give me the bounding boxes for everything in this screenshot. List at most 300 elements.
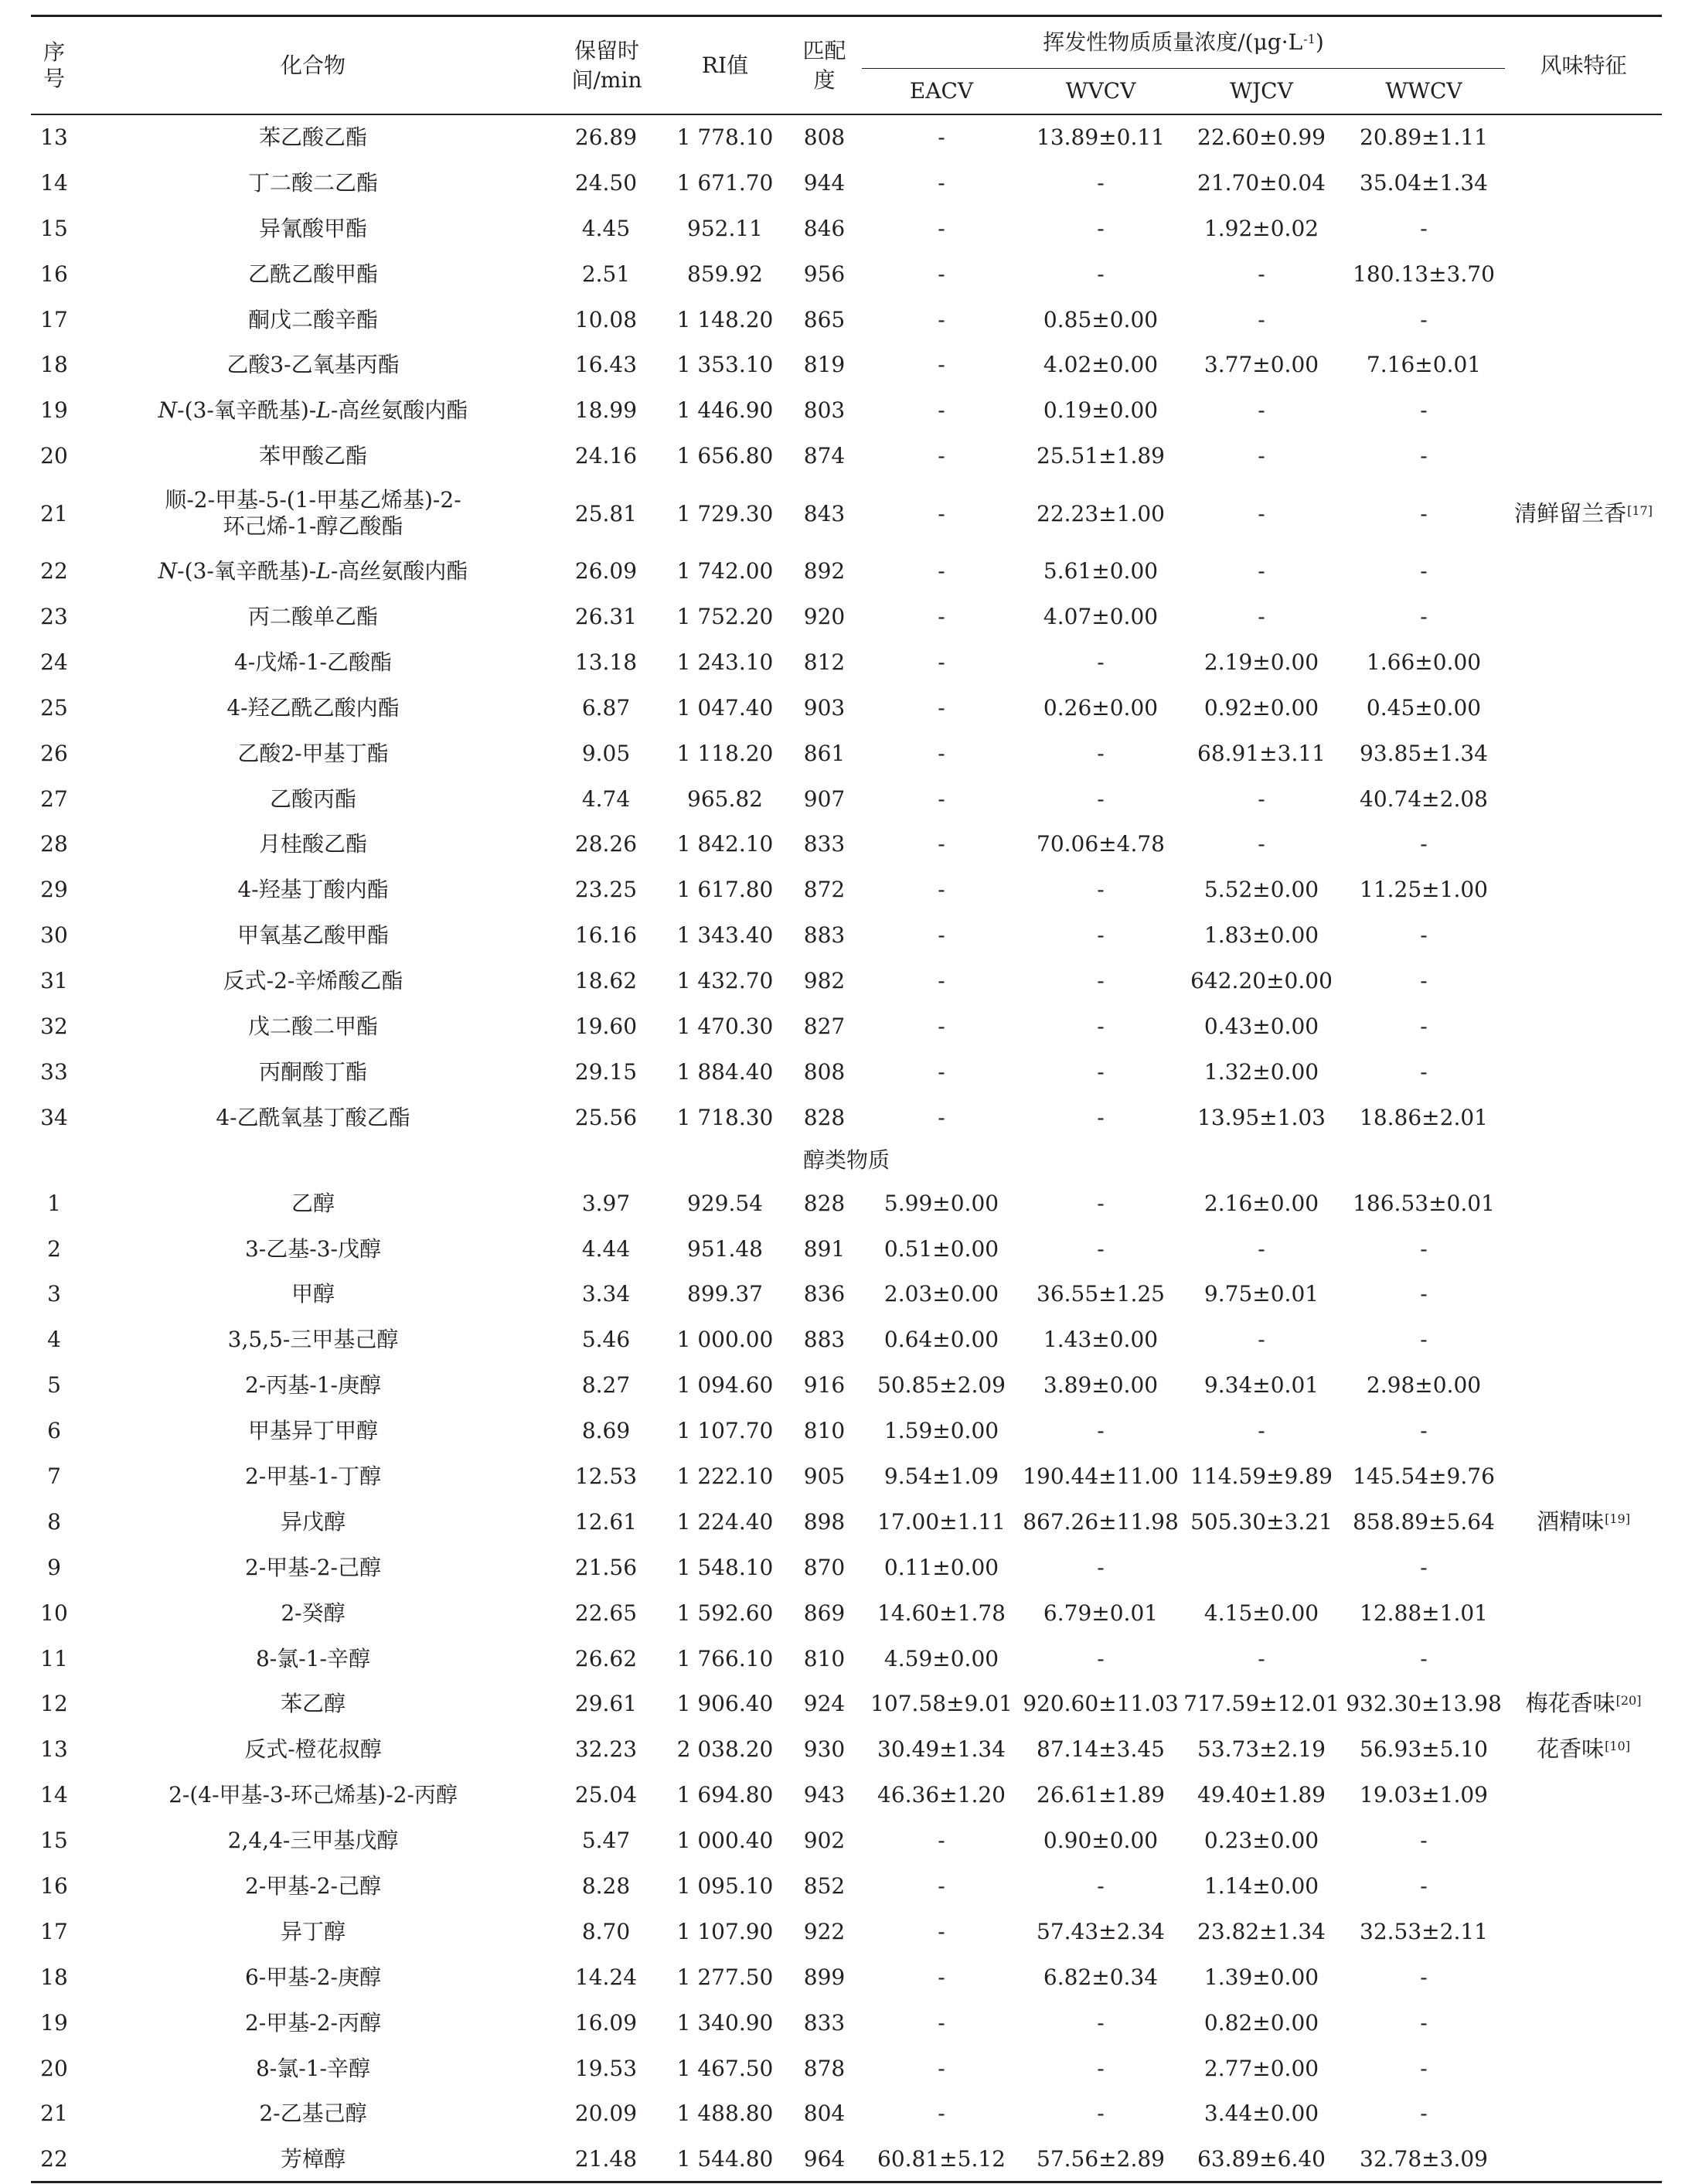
compound-name-text: 异氰酸甲酯 — [258, 215, 367, 241]
wvcv-value: - — [1097, 2055, 1105, 2081]
match-score: 964 — [803, 2145, 846, 2172]
wvcv-value: - — [1097, 169, 1105, 196]
wvcv-value: - — [1097, 1418, 1105, 1444]
match-score: 907 — [803, 785, 846, 812]
ri-value: 965.82 — [687, 785, 763, 812]
compound-name-text: 3-乙基-3-戊醇 — [244, 1235, 381, 1262]
wvcv-value: - — [1097, 1104, 1105, 1130]
compound-prefix: N- — [158, 397, 185, 424]
wjcv-value: - — [1258, 1327, 1265, 1353]
eacv-value: - — [938, 306, 945, 332]
compound-stereo: L- — [316, 558, 339, 584]
match-score: 944 — [803, 169, 846, 196]
ri-value: 1 340.90 — [676, 2009, 774, 2036]
match-score: 812 — [803, 649, 846, 675]
wwcv-value: - — [1420, 500, 1428, 526]
wjcv-value: 49.40±1.89 — [1197, 1782, 1326, 1808]
wjcv-value: 53.73±2.19 — [1197, 1736, 1326, 1763]
row-number: 15 — [40, 215, 68, 241]
flavor-reference: [20] — [1615, 1693, 1642, 1709]
wwcv-value: 2.98±0.00 — [1366, 1372, 1482, 1399]
compound-name-text: 2-癸醇 — [281, 1600, 346, 1626]
eacv-value: 0.11±0.00 — [883, 1554, 999, 1580]
wwcv-value: 93.85±1.34 — [1360, 740, 1488, 766]
ri-value: 1 906.40 — [676, 1691, 774, 1717]
header-wvcv: WVCV — [1021, 69, 1180, 115]
header-retention-time-label: 保留时间/min — [571, 37, 642, 93]
retention-time: 2.51 — [581, 261, 631, 287]
match-score: 902 — [803, 1828, 846, 1854]
header-no — [31, 16, 77, 115]
flavor-note — [1505, 297, 1662, 342]
wjcv-value: 0.23±0.00 — [1203, 1828, 1319, 1854]
flavor-note — [1505, 1453, 1662, 1499]
flavor-note — [1505, 160, 1662, 206]
ri-value: 1 432.70 — [676, 968, 774, 994]
compound-name — [77, 342, 549, 387]
row-number: 6 — [47, 1418, 61, 1444]
retention-time: 10.08 — [574, 306, 638, 332]
table-row — [31, 2136, 1662, 2182]
table-row — [31, 206, 1662, 251]
compound-name-text: 2-甲基-1-丁醇 — [244, 1463, 381, 1489]
compound-name — [77, 731, 549, 776]
match-score: 920 — [803, 603, 846, 629]
compound-name-text: 乙醇 — [291, 1190, 335, 1216]
wwcv-value: - — [1420, 558, 1428, 584]
compound-stereo: L- — [316, 397, 339, 424]
compound-name-text: 3,5,5-三甲基己醇 — [227, 1327, 399, 1353]
ri-value: 1 222.10 — [676, 1463, 774, 1489]
ri-value: 1 148.20 — [676, 306, 774, 332]
wwcv-value: 186.53±0.01 — [1353, 1190, 1495, 1216]
wwcv-value: - — [1420, 2009, 1428, 2036]
ri-value: 1 488.80 — [676, 2101, 774, 2127]
table-row — [31, 1095, 1662, 1140]
match-score: 846 — [803, 215, 846, 241]
eacv-value: - — [938, 785, 945, 812]
eacv-value: 14.60±1.78 — [877, 1600, 1006, 1626]
retention-time: 8.69 — [581, 1418, 631, 1444]
compound-name-text: 6-甲基-2-庚醇 — [244, 1964, 381, 1990]
row-number: 28 — [40, 831, 68, 857]
match-score: 828 — [803, 1190, 846, 1216]
eacv-value: - — [938, 1873, 945, 1899]
match-score: 956 — [803, 261, 846, 287]
compound-name-text: 8-氯-1-辛醇 — [255, 2055, 370, 2081]
wvcv-value: 57.43±2.34 — [1037, 1918, 1165, 1944]
compound-name-text: 戊二酸二甲酯 — [247, 1013, 378, 1039]
eacv-value: - — [938, 558, 945, 584]
table-row — [31, 2091, 1662, 2137]
ri-value: 2 038.20 — [676, 1736, 774, 1763]
compound-name-text: 乙酸丙酯 — [269, 785, 356, 812]
row-number: 19 — [40, 2009, 68, 2036]
table-row — [31, 160, 1662, 206]
row-number: 2 — [47, 1235, 61, 1262]
flavor-note — [1505, 387, 1662, 433]
compound-name — [77, 206, 549, 251]
wjcv-value: 2.19±0.00 — [1203, 649, 1319, 675]
wwcv-value: - — [1420, 2055, 1428, 2081]
retention-time: 26.62 — [574, 1645, 638, 1671]
match-score: 852 — [803, 1873, 846, 1899]
match-score: 872 — [803, 877, 846, 903]
wvcv-value: - — [1097, 1058, 1105, 1085]
compound-name-text: 4-羟基丁酸内酯 — [237, 877, 389, 903]
flavor-note — [1505, 1726, 1662, 1772]
wwcv-value: - — [1420, 1554, 1428, 1580]
wwcv-value: - — [1420, 397, 1428, 424]
flavor-note — [1505, 1181, 1662, 1226]
wvcv-value: 0.90±0.00 — [1043, 1828, 1159, 1854]
flavor-note — [1505, 594, 1662, 639]
compound-name-text: 4-羟乙酰乙酸内酯 — [226, 694, 400, 721]
flavor-reference: [17] — [1627, 503, 1653, 518]
wvcv-value: 0.19±0.00 — [1043, 397, 1159, 424]
header-wjcv: WJCV — [1180, 69, 1343, 115]
flavor-note — [1505, 1818, 1662, 1863]
table-row — [31, 776, 1662, 822]
row-number: 31 — [40, 968, 68, 994]
table-row — [31, 251, 1662, 297]
compound-name — [77, 548, 549, 594]
flavor-note — [1505, 1772, 1662, 1818]
table-row — [31, 114, 1662, 160]
retention-time: 29.15 — [574, 1058, 638, 1085]
wjcv-value: - — [1258, 603, 1265, 629]
match-score: 861 — [803, 740, 846, 766]
table-row — [31, 1954, 1662, 2000]
match-score: 874 — [803, 443, 846, 469]
compound-name-suffix: 高丝氨酸内酯 — [338, 397, 468, 424]
table-row — [31, 1726, 1662, 1772]
flavor-note — [1505, 1499, 1662, 1545]
wvcv-value: 6.82±0.34 — [1043, 1964, 1159, 1990]
compound-name — [77, 1362, 549, 1408]
flavor-note — [1505, 1271, 1662, 1317]
retention-time: 8.70 — [581, 1918, 631, 1944]
eacv-value: - — [938, 1964, 945, 1990]
wjcv-value: 1.39±0.00 — [1203, 1964, 1319, 1990]
compound-name — [77, 1681, 549, 1727]
retention-time: 32.23 — [574, 1736, 638, 1763]
match-score: 903 — [803, 694, 846, 721]
ri-value: 1 446.90 — [676, 397, 774, 424]
eacv-value: - — [938, 694, 945, 721]
compound-name — [77, 114, 549, 160]
compound-name-text: 2-丙基-1-庚醇 — [244, 1372, 381, 1399]
compound-name-text: 甲氧基乙酸甲酯 — [237, 922, 389, 949]
flavor-note — [1505, 1095, 1662, 1140]
ri-value: 1 107.90 — [676, 1918, 774, 1944]
ri-value: 1 592.60 — [676, 1600, 774, 1626]
wvcv-value: - — [1097, 877, 1105, 903]
wvcv-value: 3.89±0.00 — [1043, 1372, 1159, 1399]
match-score: 878 — [803, 2055, 846, 2081]
retention-time: 19.60 — [574, 1013, 638, 1039]
compound-name — [77, 1049, 549, 1095]
wwcv-value: - — [1420, 1873, 1428, 1899]
wwcv-value: - — [1420, 306, 1428, 332]
flavor-text: 酒精味 — [1537, 1508, 1605, 1535]
compound-name — [77, 594, 549, 639]
eacv-value: 60.81±5.12 — [877, 2145, 1006, 2172]
ri-value: 1 470.30 — [676, 1013, 774, 1039]
row-number: 17 — [40, 306, 68, 332]
compound-name — [77, 1590, 549, 1636]
compound-name-text: 酮戊二酸辛酯 — [247, 306, 378, 332]
wwcv-value: 7.16±0.01 — [1366, 352, 1482, 378]
wvcv-value: - — [1097, 1190, 1105, 1216]
match-score: 905 — [803, 1463, 846, 1489]
wwcv-value: - — [1420, 1645, 1428, 1671]
wvcv-value: 1.43±0.00 — [1043, 1327, 1159, 1353]
wvcv-value: - — [1097, 922, 1105, 949]
wjcv-value: 0.92±0.00 — [1203, 694, 1319, 721]
row-number: 7 — [47, 1463, 61, 1489]
retention-time: 21.56 — [574, 1554, 638, 1580]
table-row — [31, 1181, 1662, 1226]
flavor-note — [1505, 1317, 1662, 1362]
wwcv-value: - — [1420, 1013, 1428, 1039]
compound-name-text: 丙二酸单乙酯 — [247, 603, 378, 629]
wjcv-value: 63.89±6.40 — [1197, 2145, 1326, 2172]
compound-name-text: 乙酰乙酸甲酯 — [247, 261, 378, 287]
row-number: 13 — [40, 1736, 68, 1763]
wjcv-value: - — [1258, 443, 1265, 469]
ri-value: 899.37 — [687, 1281, 763, 1307]
wwcv-value: - — [1420, 1418, 1428, 1444]
wwcv-value: - — [1420, 968, 1428, 994]
row-number: 22 — [40, 2145, 68, 2172]
compound-name — [77, 433, 549, 479]
volatile-compounds-table-container — [31, 15, 1662, 2183]
row-number: 34 — [40, 1104, 68, 1130]
wwcv-value: - — [1420, 215, 1428, 241]
wvcv-value: 5.61±0.00 — [1043, 558, 1159, 584]
compound-name — [77, 1726, 549, 1772]
match-score: 922 — [803, 1918, 846, 1944]
header-match-label: 匹配度 — [802, 37, 846, 93]
flavor-note — [1505, 2046, 1662, 2091]
wvcv-value: - — [1097, 1235, 1105, 1262]
wwcv-value: - — [1420, 831, 1428, 857]
eacv-value: - — [938, 2009, 945, 2036]
wjcv-value: - — [1258, 1645, 1265, 1671]
retention-time: 4.74 — [581, 785, 631, 812]
retention-time: 18.99 — [574, 397, 638, 424]
retention-time: 12.61 — [574, 1508, 638, 1535]
wwcv-value: - — [1420, 1281, 1428, 1307]
eacv-value: 50.85±2.09 — [877, 1372, 1006, 1399]
eacv-value: 4.59±0.00 — [883, 1645, 999, 1671]
table-row — [31, 387, 1662, 433]
retention-time: 4.44 — [581, 1235, 631, 1262]
compound-name-text: 4-戊烯-1-乙酸酯 — [233, 649, 392, 675]
wjcv-value: 114.59±9.89 — [1190, 1463, 1333, 1489]
retention-time: 23.25 — [574, 877, 638, 903]
volatile-compounds-table — [31, 15, 1662, 2183]
flavor-note — [1505, 958, 1662, 1003]
flavor-note — [1505, 912, 1662, 958]
row-number: 30 — [40, 922, 68, 949]
wjcv-value: 22.60±0.99 — [1197, 124, 1326, 151]
header-wwcv: WWCV — [1343, 69, 1505, 115]
compound-prefix: N- — [158, 558, 185, 584]
row-number: 33 — [40, 1058, 68, 1085]
table-row — [31, 1818, 1662, 1863]
compound-name — [77, 1909, 549, 1954]
row-number: 1 — [47, 1190, 61, 1216]
header-group-end: ) — [1315, 29, 1324, 55]
wjcv-value: 21.70±0.04 — [1197, 169, 1326, 196]
wjcv-value: 3.44±0.00 — [1203, 2101, 1319, 2127]
eacv-value: - — [938, 877, 945, 903]
header-ri: RI值 — [663, 16, 787, 115]
compound-name-text: 乙酸2-甲基丁酯 — [237, 740, 389, 766]
wjcv-value: 1.92±0.02 — [1203, 215, 1319, 241]
eacv-value: - — [938, 500, 945, 526]
retention-time: 25.04 — [574, 1782, 638, 1808]
wjcv-value: - — [1258, 558, 1265, 584]
eacv-value: - — [938, 1104, 945, 1130]
match-score: 833 — [803, 2009, 846, 2036]
match-score: 930 — [803, 1736, 846, 1763]
wvcv-value: - — [1097, 1554, 1105, 1580]
eacv-value: 107.58±9.01 — [870, 1691, 1013, 1717]
row-number: 19 — [40, 397, 68, 424]
compound-name-suffix: 高丝氨酸内酯 — [338, 558, 468, 584]
eacv-value: - — [938, 124, 945, 151]
wvcv-value: 25.51±1.89 — [1037, 443, 1165, 469]
compound-name — [77, 2091, 549, 2137]
ri-value: 1 548.10 — [676, 1554, 774, 1580]
retention-time: 4.45 — [581, 215, 631, 241]
wjcv-value: 3.77±0.00 — [1203, 352, 1319, 378]
compound-name — [77, 1636, 549, 1681]
eacv-value: - — [938, 2055, 945, 2081]
wjcv-value: - — [1258, 500, 1265, 526]
table-row — [31, 1909, 1662, 1954]
retention-time: 28.26 — [574, 831, 638, 857]
retention-time: 26.09 — [574, 558, 638, 584]
flavor-note — [1505, 639, 1662, 685]
compound-name — [77, 1408, 549, 1453]
match-score: 943 — [803, 1782, 846, 1808]
retention-time: 6.87 — [581, 694, 631, 721]
retention-time: 24.50 — [574, 169, 638, 196]
wwcv-value: 56.93±5.10 — [1360, 1736, 1488, 1763]
wjcv-value: 642.20±0.00 — [1190, 968, 1333, 994]
compound-name-text: 甲基异丁甲醇 — [247, 1418, 378, 1444]
table-row — [31, 1590, 1662, 1636]
compound-name — [77, 1181, 549, 1226]
row-number: 22 — [40, 558, 68, 584]
wwcv-value: 18.86±2.01 — [1360, 1104, 1488, 1130]
retention-time: 5.47 — [581, 1828, 631, 1854]
match-score: 892 — [803, 558, 846, 584]
retention-time: 25.56 — [574, 1104, 638, 1130]
wjcv-value: 2.16±0.00 — [1203, 1190, 1319, 1216]
retention-time: 12.53 — [574, 1463, 638, 1489]
ri-value: 1 095.10 — [676, 1873, 774, 1899]
ri-value: 1 617.80 — [676, 877, 774, 903]
ri-value: 1 353.10 — [676, 352, 774, 378]
section-title-alcohols: 醇类物质 — [803, 1147, 890, 1174]
compound-name — [77, 776, 549, 822]
ri-value: 1 884.40 — [676, 1058, 774, 1085]
flavor-reference: [19] — [1605, 1511, 1630, 1526]
wvcv-value: - — [1097, 649, 1105, 675]
table-row — [31, 1049, 1662, 1095]
compound-name — [77, 1863, 549, 1909]
eacv-value: 2.03±0.00 — [883, 1281, 999, 1307]
row-number: 4 — [47, 1327, 61, 1353]
flavor-note — [1505, 548, 1662, 594]
compound-name — [77, 2046, 549, 2091]
wjcv-value: 9.34±0.01 — [1203, 1372, 1319, 1399]
table-row — [31, 594, 1662, 639]
eacv-value: - — [938, 1058, 945, 1085]
wjcv-value: 0.43±0.00 — [1203, 1013, 1319, 1039]
retention-time: 22.65 — [574, 1600, 638, 1626]
compound-name-text: 2-甲基-2-己醇 — [244, 1554, 381, 1580]
eacv-value: - — [938, 968, 945, 994]
wvcv-value: 36.55±1.25 — [1037, 1281, 1165, 1307]
match-score: 883 — [803, 1327, 846, 1353]
ri-value: 1 729.30 — [676, 500, 774, 526]
wjcv-value: 0.82±0.00 — [1203, 2009, 1319, 2036]
wjcv-value: 1.14±0.00 — [1203, 1873, 1319, 1899]
compound-name — [77, 1453, 549, 1499]
wjcv-value: - — [1258, 785, 1265, 812]
match-score: 870 — [803, 1554, 846, 1580]
flavor-note — [1505, 1408, 1662, 1453]
header-group-label: 挥发性物质质量浓度/(μg·L — [1043, 29, 1303, 55]
retention-time: 21.48 — [574, 2145, 638, 2172]
wvcv-value: - — [1097, 2101, 1105, 2127]
wvcv-value: 57.56±2.89 — [1037, 2145, 1165, 2172]
wvcv-value: 4.07±0.00 — [1043, 603, 1159, 629]
wvcv-value: - — [1097, 1645, 1105, 1671]
wvcv-value: 70.06±4.78 — [1037, 831, 1165, 857]
flavor-note — [1505, 1362, 1662, 1408]
table-row — [31, 548, 1662, 594]
table-row — [31, 1636, 1662, 1681]
eacv-value: - — [938, 352, 945, 378]
wvcv-value: - — [1097, 215, 1105, 241]
compound-name — [77, 867, 549, 912]
eacv-value: 1.59±0.00 — [883, 1418, 999, 1444]
wwcv-value: 32.53±2.11 — [1360, 1918, 1488, 1944]
eacv-value: 5.99±0.00 — [883, 1190, 999, 1216]
compound-name-part: (3-氧辛酰基)- — [184, 558, 317, 584]
wwcv-value: 35.04±1.34 — [1360, 169, 1488, 196]
wwcv-value: 145.54±9.76 — [1353, 1463, 1495, 1489]
wvcv-value: - — [1097, 1013, 1105, 1039]
row-number: 17 — [40, 1918, 68, 1944]
table-row — [31, 1863, 1662, 1909]
retention-time: 29.61 — [574, 1691, 638, 1717]
wwcv-value: 20.89±1.11 — [1360, 124, 1488, 151]
table-row — [31, 342, 1662, 387]
ri-value: 1 752.20 — [676, 603, 774, 629]
wwcv-value: - — [1420, 1058, 1428, 1085]
retention-time: 8.28 — [581, 1873, 631, 1899]
retention-time: 26.31 — [574, 603, 638, 629]
wjcv-value: 505.30±3.21 — [1190, 1508, 1333, 1535]
